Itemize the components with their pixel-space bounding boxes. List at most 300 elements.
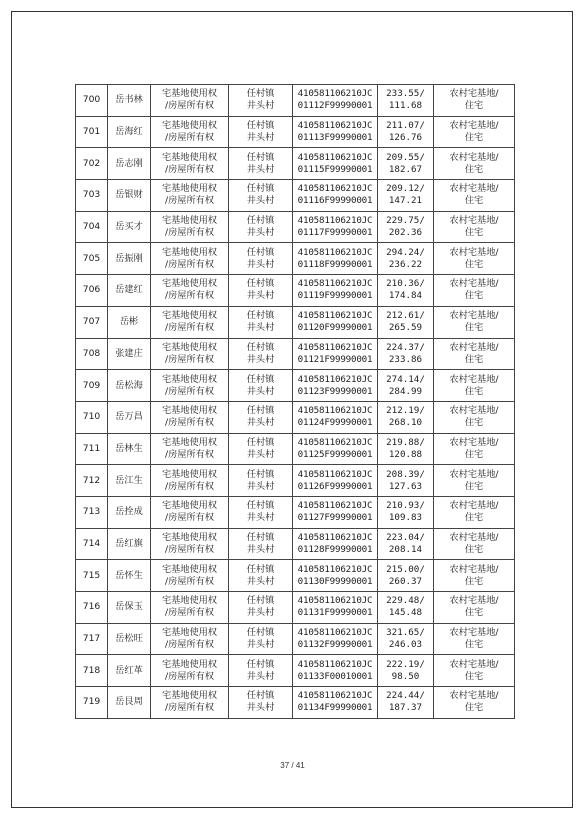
right-type-cell <box>151 528 229 560</box>
location-line: 任村镇 <box>246 531 275 543</box>
location-cell <box>229 433 293 465</box>
right-type-line: /房屋所有权 <box>164 639 215 651</box>
land-use-line: 农村宅基地/ <box>449 373 499 385</box>
land-use-line: 农村宅基地/ <box>449 658 499 670</box>
row-number-cell: 703 <box>76 180 108 212</box>
table-row <box>76 275 515 307</box>
right-type-line: 宅基地使用权 <box>161 278 218 290</box>
land-use-line: 住宅 <box>464 702 484 714</box>
parcel-code-line: 01116F99990001 <box>297 195 373 207</box>
table-row <box>76 243 515 275</box>
location-line: 任村镇 <box>246 341 275 353</box>
land-use-cell <box>434 275 515 307</box>
area-line: 215.00/ <box>386 563 425 575</box>
parcel-code-line: 01117F99990001 <box>297 227 373 239</box>
owner-name-cell: 岳林生 <box>108 433 151 465</box>
parcel-code-line: 410581106210JC <box>297 310 373 322</box>
land-use-line: 农村宅基地/ <box>449 341 499 353</box>
location-cell <box>229 148 293 180</box>
owner-name-cell: 岳建红 <box>108 275 151 307</box>
right-type-line: /房屋所有权 <box>164 322 215 334</box>
area-line: 212.19/ <box>386 405 425 417</box>
owner-name-cell: 岳松海 <box>108 370 151 402</box>
row-number-cell: 700 <box>76 85 108 117</box>
owner-name-cell: 岳银财 <box>108 180 151 212</box>
land-use-cell <box>434 306 515 338</box>
area-cell <box>378 401 434 433</box>
area-line: 109.83 <box>388 512 423 524</box>
area-line: 284.99 <box>388 385 423 397</box>
area-line: 268.10 <box>388 417 423 429</box>
location-line: 任村镇 <box>246 183 275 195</box>
area-line: 229.75/ <box>386 215 425 227</box>
area-line: 208.14 <box>388 543 423 555</box>
location-line: 井头村 <box>246 132 275 144</box>
land-use-cell <box>434 243 515 275</box>
land-use-cell <box>434 528 515 560</box>
location-line: 任村镇 <box>246 120 275 132</box>
parcel-code-cell <box>293 275 378 307</box>
parcel-code-line: 410581106210JC <box>297 341 373 353</box>
registry-table-body <box>76 85 515 719</box>
land-use-line: 农村宅基地/ <box>449 436 499 448</box>
parcel-code-line: 01123F99990001 <box>297 385 373 397</box>
land-use-line: 农村宅基地/ <box>449 120 499 132</box>
right-type-line: /房屋所有权 <box>164 480 215 492</box>
location-cell <box>229 687 293 719</box>
area-line: 202.36 <box>388 227 423 239</box>
right-type-line: /房屋所有权 <box>164 132 215 144</box>
right-type-cell <box>151 85 229 117</box>
right-type-line: /房屋所有权 <box>164 258 215 270</box>
area-line: 265.59 <box>388 322 423 334</box>
parcel-code-line: 01120F99990001 <box>297 322 373 334</box>
owner-name-cell: 岳书林 <box>108 85 151 117</box>
land-use-line: 农村宅基地/ <box>449 88 499 100</box>
land-use-line: 住宅 <box>464 132 484 144</box>
table-row <box>76 496 515 528</box>
land-use-cell <box>434 211 515 243</box>
land-use-cell <box>434 433 515 465</box>
area-line: 174.84 <box>388 290 423 302</box>
table-row <box>76 623 515 655</box>
owner-name-cell: 张建庄 <box>108 338 151 370</box>
row-number-cell: 714 <box>76 528 108 560</box>
parcel-code-cell <box>293 496 378 528</box>
page-number: 37 / 41 <box>280 761 305 770</box>
land-use-line: 住宅 <box>464 258 484 270</box>
location-line: 井头村 <box>246 702 275 714</box>
right-type-cell <box>151 148 229 180</box>
table-row <box>76 148 515 180</box>
row-number-cell: 707 <box>76 306 108 338</box>
area-line: 260.37 <box>388 575 423 587</box>
land-use-line: 住宅 <box>464 417 484 429</box>
right-type-line: 宅基地使用权 <box>161 500 218 512</box>
location-line: 井头村 <box>246 100 275 112</box>
table-row <box>76 211 515 243</box>
row-number-cell: 712 <box>76 465 108 497</box>
owner-name-cell: 岳志刚 <box>108 148 151 180</box>
right-type-line: /房屋所有权 <box>164 100 215 112</box>
area-line: 208.39/ <box>386 468 425 480</box>
area-line: 212.61/ <box>386 310 425 322</box>
location-line: 井头村 <box>246 163 275 175</box>
location-line: 任村镇 <box>246 151 275 163</box>
parcel-code-cell <box>293 116 378 148</box>
location-cell <box>229 116 293 148</box>
area-cell <box>378 687 434 719</box>
parcel-code-line: 01118F99990001 <box>297 258 373 270</box>
location-line: 井头村 <box>246 385 275 397</box>
right-type-line: 宅基地使用权 <box>161 468 218 480</box>
area-line: 182.67 <box>388 163 423 175</box>
land-use-line: 住宅 <box>464 639 484 651</box>
land-use-line: 农村宅基地/ <box>449 595 499 607</box>
parcel-code-line: 410581106210JC <box>297 88 373 100</box>
right-type-line: 宅基地使用权 <box>161 658 218 670</box>
table-row <box>76 370 515 402</box>
row-number-cell: 710 <box>76 401 108 433</box>
owner-name-cell: 岳彬 <box>108 306 151 338</box>
right-type-line: /房屋所有权 <box>164 607 215 619</box>
right-type-line: 宅基地使用权 <box>161 563 218 575</box>
parcel-code-line: 01130F99990001 <box>297 575 373 587</box>
parcel-code-line: 410581106210JC <box>297 278 373 290</box>
table-row <box>76 592 515 624</box>
location-cell <box>229 306 293 338</box>
location-cell <box>229 655 293 687</box>
location-line: 井头村 <box>246 322 275 334</box>
land-use-cell <box>434 85 515 117</box>
parcel-code-cell <box>293 148 378 180</box>
parcel-code-line: 410581106210JC <box>297 373 373 385</box>
table-row <box>76 116 515 148</box>
parcel-code-cell <box>293 655 378 687</box>
land-use-line: 住宅 <box>464 290 484 302</box>
area-line: 294.24/ <box>386 246 425 258</box>
location-line: 任村镇 <box>246 405 275 417</box>
right-type-line: /房屋所有权 <box>164 543 215 555</box>
right-type-cell <box>151 401 229 433</box>
parcel-code-line: 01113F99990001 <box>297 132 373 144</box>
land-use-line: 农村宅基地/ <box>449 690 499 702</box>
parcel-code-cell <box>293 243 378 275</box>
land-use-cell <box>434 687 515 719</box>
land-use-line: 农村宅基地/ <box>449 563 499 575</box>
right-type-line: 宅基地使用权 <box>161 341 218 353</box>
location-cell <box>229 623 293 655</box>
area-cell <box>378 85 434 117</box>
area-line: 211.07/ <box>386 120 425 132</box>
area-cell <box>378 592 434 624</box>
parcel-code-line: 01119F99990001 <box>297 290 373 302</box>
area-cell <box>378 148 434 180</box>
location-line: 任村镇 <box>246 595 275 607</box>
owner-name-cell: 岳海红 <box>108 116 151 148</box>
right-type-cell <box>151 116 229 148</box>
location-cell <box>229 528 293 560</box>
right-type-cell <box>151 433 229 465</box>
right-type-cell <box>151 623 229 655</box>
parcel-code-line: 410581106210JC <box>297 500 373 512</box>
land-use-cell <box>434 465 515 497</box>
land-use-line: 农村宅基地/ <box>449 215 499 227</box>
parcel-code-line: 410581106210JC <box>297 151 373 163</box>
location-line: 任村镇 <box>246 215 275 227</box>
location-cell <box>229 338 293 370</box>
location-cell <box>229 401 293 433</box>
right-type-cell <box>151 211 229 243</box>
right-type-line: 宅基地使用权 <box>161 88 218 100</box>
area-line: 321.65/ <box>386 627 425 639</box>
row-number-cell: 709 <box>76 370 108 402</box>
location-line: 任村镇 <box>246 563 275 575</box>
parcel-code-line: 01134F99990001 <box>297 702 373 714</box>
location-line: 任村镇 <box>246 246 275 258</box>
right-type-cell <box>151 496 229 528</box>
location-cell <box>229 275 293 307</box>
land-use-cell <box>434 148 515 180</box>
location-line: 任村镇 <box>246 500 275 512</box>
parcel-code-line: 410581106210JC <box>297 405 373 417</box>
area-line: 210.93/ <box>386 500 425 512</box>
land-use-cell <box>434 338 515 370</box>
land-use-cell <box>434 655 515 687</box>
row-number-cell: 713 <box>76 496 108 528</box>
area-cell <box>378 306 434 338</box>
parcel-code-cell <box>293 85 378 117</box>
parcel-code-cell <box>293 465 378 497</box>
parcel-code-line: 01121F99990001 <box>297 353 373 365</box>
owner-name-cell: 岳艮周 <box>108 687 151 719</box>
land-use-line: 农村宅基地/ <box>449 405 499 417</box>
row-number-cell: 708 <box>76 338 108 370</box>
parcel-code-line: 01127F99990001 <box>297 512 373 524</box>
owner-name-cell: 岳万昌 <box>108 401 151 433</box>
parcel-code-line: 410581106210JC <box>297 120 373 132</box>
location-cell <box>229 85 293 117</box>
parcel-code-line: 01132F99990001 <box>297 639 373 651</box>
area-line: 236.22 <box>388 258 423 270</box>
land-use-line: 农村宅基地/ <box>449 468 499 480</box>
area-cell <box>378 496 434 528</box>
location-cell <box>229 560 293 592</box>
table-row <box>76 560 515 592</box>
location-line: 井头村 <box>246 543 275 555</box>
right-type-cell <box>151 655 229 687</box>
land-use-line: 住宅 <box>464 100 484 112</box>
parcel-code-cell <box>293 338 378 370</box>
right-type-cell <box>151 465 229 497</box>
owner-name-cell: 岳红旗 <box>108 528 151 560</box>
land-use-line: 住宅 <box>464 195 484 207</box>
right-type-line: /房屋所有权 <box>164 702 215 714</box>
location-line: 井头村 <box>246 512 275 524</box>
area-line: 233.86 <box>388 353 423 365</box>
area-line: 246.03 <box>388 639 423 651</box>
location-line: 井头村 <box>246 258 275 270</box>
location-line: 任村镇 <box>246 658 275 670</box>
area-cell <box>378 243 434 275</box>
parcel-code-line: 410581106210JC <box>297 436 373 448</box>
land-use-cell <box>434 623 515 655</box>
land-use-line: 住宅 <box>464 480 484 492</box>
parcel-code-cell <box>293 370 378 402</box>
parcel-code-line: 01131F99990001 <box>297 607 373 619</box>
row-number-cell: 702 <box>76 148 108 180</box>
area-line: 145.48 <box>388 607 423 619</box>
area-cell <box>378 180 434 212</box>
area-line: 233.55/ <box>386 88 425 100</box>
location-line: 井头村 <box>246 353 275 365</box>
owner-name-cell: 岳拴成 <box>108 496 151 528</box>
owner-name-cell: 岳江生 <box>108 465 151 497</box>
location-cell <box>229 243 293 275</box>
right-type-line: 宅基地使用权 <box>161 183 218 195</box>
row-number-cell: 716 <box>76 592 108 624</box>
parcel-code-line: 410581106210JC <box>297 468 373 480</box>
land-use-line: 农村宅基地/ <box>449 151 499 163</box>
right-type-line: /房屋所有权 <box>164 448 215 460</box>
parcel-code-cell <box>293 211 378 243</box>
table-row <box>76 528 515 560</box>
land-use-line: 住宅 <box>464 322 484 334</box>
area-line: 209.12/ <box>386 183 425 195</box>
land-use-line: 农村宅基地/ <box>449 246 499 258</box>
location-cell <box>229 465 293 497</box>
table-row <box>76 465 515 497</box>
parcel-code-line: 410581106210JC <box>297 627 373 639</box>
right-type-line: 宅基地使用权 <box>161 627 218 639</box>
land-use-line: 住宅 <box>464 385 484 397</box>
parcel-code-line: 01115F99990001 <box>297 163 373 175</box>
parcel-code-line: 01124F99990001 <box>297 417 373 429</box>
parcel-code-line: 410581106210JC <box>297 595 373 607</box>
area-line: 229.48/ <box>386 595 425 607</box>
location-line: 井头村 <box>246 607 275 619</box>
parcel-code-cell <box>293 401 378 433</box>
land-use-line: 农村宅基地/ <box>449 278 499 290</box>
owner-name-cell: 岳怀生 <box>108 560 151 592</box>
land-use-line: 住宅 <box>464 448 484 460</box>
area-line: 223.04/ <box>386 531 425 543</box>
location-cell <box>229 370 293 402</box>
location-line: 井头村 <box>246 227 275 239</box>
row-number-cell: 705 <box>76 243 108 275</box>
location-line: 井头村 <box>246 195 275 207</box>
land-use-cell <box>434 592 515 624</box>
table-row <box>76 85 515 117</box>
right-type-line: /房屋所有权 <box>164 385 215 397</box>
right-type-cell <box>151 306 229 338</box>
land-use-line: 住宅 <box>464 163 484 175</box>
right-type-line: /房屋所有权 <box>164 512 215 524</box>
area-line: 274.14/ <box>386 373 425 385</box>
row-number-cell: 718 <box>76 655 108 687</box>
right-type-cell <box>151 560 229 592</box>
registry-table <box>75 84 515 719</box>
right-type-cell <box>151 592 229 624</box>
land-use-cell <box>434 370 515 402</box>
parcel-code-line: 410581106210JC <box>297 531 373 543</box>
parcel-code-line: 410581106210JC <box>297 246 373 258</box>
land-use-line: 农村宅基地/ <box>449 627 499 639</box>
location-line: 井头村 <box>246 417 275 429</box>
table-row <box>76 401 515 433</box>
right-type-cell <box>151 243 229 275</box>
right-type-line: 宅基地使用权 <box>161 690 218 702</box>
area-cell <box>378 655 434 687</box>
right-type-line: /房屋所有权 <box>164 227 215 239</box>
land-use-cell <box>434 180 515 212</box>
owner-name-cell: 岳买才 <box>108 211 151 243</box>
right-type-line: 宅基地使用权 <box>161 215 218 227</box>
parcel-code-cell <box>293 180 378 212</box>
area-line: 219.88/ <box>386 436 425 448</box>
right-type-line: /房屋所有权 <box>164 353 215 365</box>
parcel-code-line: 01125F99990001 <box>297 448 373 460</box>
area-line: 120.88 <box>388 448 423 460</box>
land-use-line: 住宅 <box>464 543 484 555</box>
parcel-code-line: 01133F00010001 <box>297 670 373 682</box>
right-type-cell <box>151 370 229 402</box>
parcel-code-cell <box>293 623 378 655</box>
right-type-line: /房屋所有权 <box>164 670 215 682</box>
table-row <box>76 338 515 370</box>
right-type-line: 宅基地使用权 <box>161 246 218 258</box>
parcel-code-cell <box>293 306 378 338</box>
parcel-code-cell <box>293 433 378 465</box>
area-cell <box>378 623 434 655</box>
row-number-cell: 711 <box>76 433 108 465</box>
owner-name-cell: 岳保玉 <box>108 592 151 624</box>
land-use-line: 住宅 <box>464 670 484 682</box>
area-cell <box>378 116 434 148</box>
area-line: 127.63 <box>388 480 423 492</box>
area-line: 209.55/ <box>386 151 425 163</box>
area-line: 224.44/ <box>386 690 425 702</box>
location-line: 井头村 <box>246 448 275 460</box>
land-use-line: 农村宅基地/ <box>449 310 499 322</box>
right-type-line: 宅基地使用权 <box>161 436 218 448</box>
parcel-code-line: 410581106210JC <box>297 658 373 670</box>
right-type-line: 宅基地使用权 <box>161 373 218 385</box>
location-cell <box>229 592 293 624</box>
location-line: 井头村 <box>246 670 275 682</box>
parcel-code-line: 410581106210JC <box>297 183 373 195</box>
area-cell <box>378 560 434 592</box>
row-number-cell: 706 <box>76 275 108 307</box>
location-line: 任村镇 <box>246 436 275 448</box>
owner-name-cell: 岳红革 <box>108 655 151 687</box>
area-cell <box>378 433 434 465</box>
area-line: 210.36/ <box>386 278 425 290</box>
right-type-line: 宅基地使用权 <box>161 531 218 543</box>
area-cell <box>378 211 434 243</box>
row-number-cell: 704 <box>76 211 108 243</box>
parcel-code-cell <box>293 560 378 592</box>
location-line: 任村镇 <box>246 627 275 639</box>
row-number-cell: 715 <box>76 560 108 592</box>
land-use-cell <box>434 401 515 433</box>
area-line: 98.50 <box>391 670 420 682</box>
right-type-line: 宅基地使用权 <box>161 595 218 607</box>
area-cell <box>378 370 434 402</box>
land-use-line: 农村宅基地/ <box>449 500 499 512</box>
area-cell <box>378 275 434 307</box>
parcel-code-cell <box>293 528 378 560</box>
